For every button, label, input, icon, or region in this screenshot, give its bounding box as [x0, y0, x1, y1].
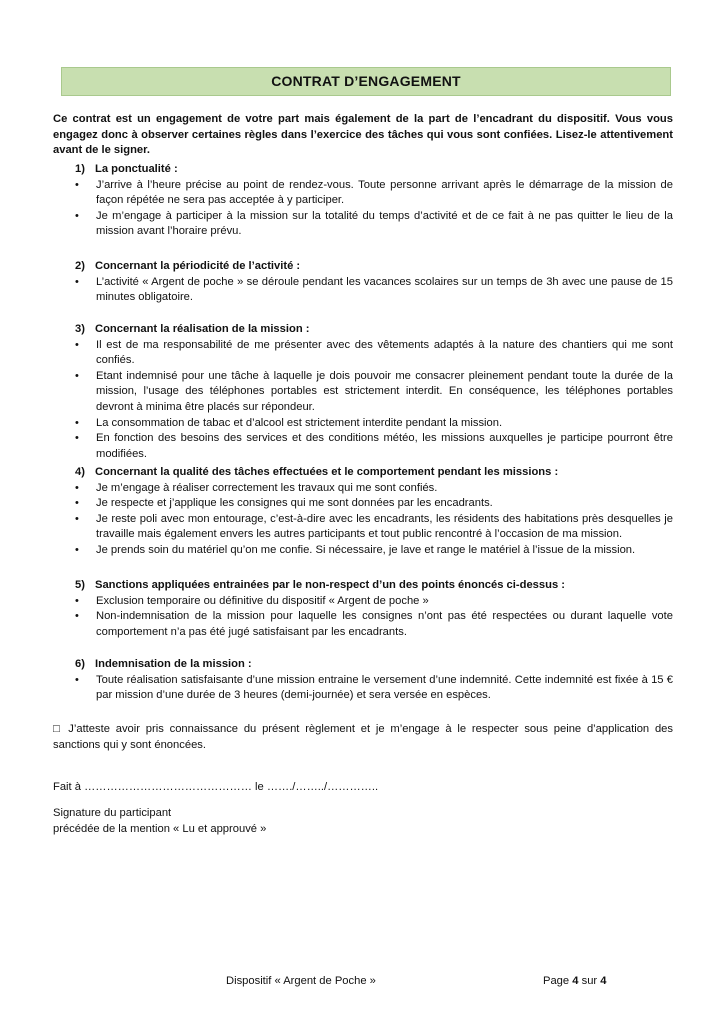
section-1 [75, 162, 673, 240]
intro-paragraph: Ce contrat est un engagement de votre part mais également de la part de l’encadrant du dispositif. Vous vous engagez donc à observer certaines règles dans l’exercice des tâches qui vous sont confiées. Lisez-le attentivement avant de le signer. [53, 113, 673, 157]
list-item: • Je m’engage à participer à la mission sur la totalité du temps d’activité et de ce fait à ne pas quitter le lieu de la mission avant l’horaire prévu. [75, 209, 673, 240]
place-date-line: Fait à ……………………………………… le ……./……../………….. [53, 781, 379, 793]
section-3 [75, 322, 673, 462]
bullet-icon: • [75, 178, 79, 191]
section-title: Concernant la périodicité de l’activité : [95, 260, 301, 272]
list-item: • J’arrive à l’heure précise au point de rendez-vous. Toute personne arrivant après le démarrage de la mission de façon répétée ne sera pas acceptée à y participer. [75, 178, 673, 209]
list-item: • Toute réalisation satisfaisante d’une mission entraine le versement d’une indemnité. Cette indemnité est fixée à 15 € par mission d’une durée de 3 heures (demi-journée) et sera versée en espèces. [75, 673, 673, 704]
section-number: 6) [75, 658, 85, 670]
section-title: La ponctualité : [95, 163, 178, 175]
footer-title: Dispositif « Argent de Poche » [226, 975, 376, 987]
section-heading [75, 465, 673, 481]
list-item: • Je reste poli avec mon entourage, c’est-à-dire avec les encadrants, les résidents des habitations près desquelles je travaille mais également envers les autres participants et tout public rencontré à l’occasion de ma mission. [75, 512, 673, 543]
section-number: 5) [75, 579, 85, 591]
title-banner [61, 67, 671, 96]
section-6 [75, 657, 673, 704]
bullet-icon: • [75, 209, 79, 222]
list-item: • Je respecte et j’applique les consignes qui me sont données par les encadrants. [75, 496, 673, 512]
page-number: Page 4 sur 4 [543, 975, 607, 987]
section-title: Indemnisation de la mission : [95, 658, 252, 670]
bullet-icon: • [75, 481, 79, 494]
section-number: 3) [75, 323, 85, 335]
bullet-icon: • [75, 432, 79, 445]
list-item: • En fonction des besoins des services et des conditions météo, les missions auxquelles je participe pourront être modifiées. [75, 431, 673, 462]
bullet-icon: • [75, 338, 79, 351]
list-item: • La consommation de tabac et d’alcool est strictement interdite pendant la mission. [75, 416, 673, 432]
section-number: 2) [75, 260, 85, 272]
list-item: • Exclusion temporaire ou définitive du dispositif « Argent de poche » [75, 594, 673, 610]
list-item: • Etant indemnisé pour une tâche à laquelle je dois pouvoir me consacrer pleinement pendant toute la durée de la mission, l’usage des téléphones portables est strictement interdit. En conséquence, les téléphones portables devront à minima être placés sur répondeur. [75, 369, 673, 416]
bullet-icon: • [75, 673, 79, 686]
section-heading [75, 322, 673, 338]
list-item: • Non-indemnisation de la mission pour laquelle les consignes n’ont pas été respectées ou durant laquelle vote comportement n’a pas été jugé satisfaisant par les encadrants. [75, 609, 673, 640]
section-heading [75, 657, 673, 673]
section-title: Concernant la réalisation de la mission : [95, 323, 310, 335]
section-heading [75, 259, 673, 275]
bullet-icon: • [75, 497, 79, 510]
section-title: Sanctions appliquées entrainées par le non-respect d’un des points énoncés ci-dessus : [95, 579, 565, 591]
bullet-icon: • [75, 610, 79, 623]
section-number: 4) [75, 466, 85, 478]
list-item: • L’activité « Argent de poche » se déroule pendant les vacances scolaires sur un temps de 3h avec une pause de 15 minutes obligatoire. [75, 275, 673, 306]
section-5 [75, 578, 673, 640]
attestation-checkbox-statement: □ J’atteste avoir pris connaissance du présent règlement et je m’engage à le respecter sous peine d’application des sanctions qui y sont énoncées. [53, 723, 673, 751]
bullet-icon: • [75, 369, 79, 382]
list-item: • Je m’engage à réaliser correctement les travaux qui me sont confiés. [75, 481, 673, 497]
bullet-icon: • [75, 512, 79, 525]
section-number: 1) [75, 163, 85, 175]
bullet-icon: • [75, 275, 79, 288]
section-2 [75, 259, 673, 306]
bullet-icon: • [75, 416, 79, 429]
signature-mention: précédée de la mention « Lu et approuvé » [53, 822, 267, 835]
list-item: • Je prends soin du matériel qu’on me confie. Si nécessaire, je lave et range le matériel à l’issue de la mission. [75, 543, 673, 559]
section-heading [75, 162, 673, 178]
list-item: • Il est de ma responsabilité de me présenter avec des vêtements adaptés à la nature des chantiers qui me sont confiés. [75, 338, 673, 369]
bullet-icon: • [75, 543, 79, 556]
signature-label: Signature du participant [53, 807, 172, 819]
section-heading [75, 578, 673, 594]
bullet-icon: • [75, 594, 79, 607]
page-title: CONTRAT D’ENGAGEMENT [271, 72, 461, 89]
section-title: Concernant la qualité des tâches effectuées et le comportement pendant les missions : [95, 466, 559, 478]
signature-block [53, 806, 453, 837]
section-4 [75, 465, 673, 559]
